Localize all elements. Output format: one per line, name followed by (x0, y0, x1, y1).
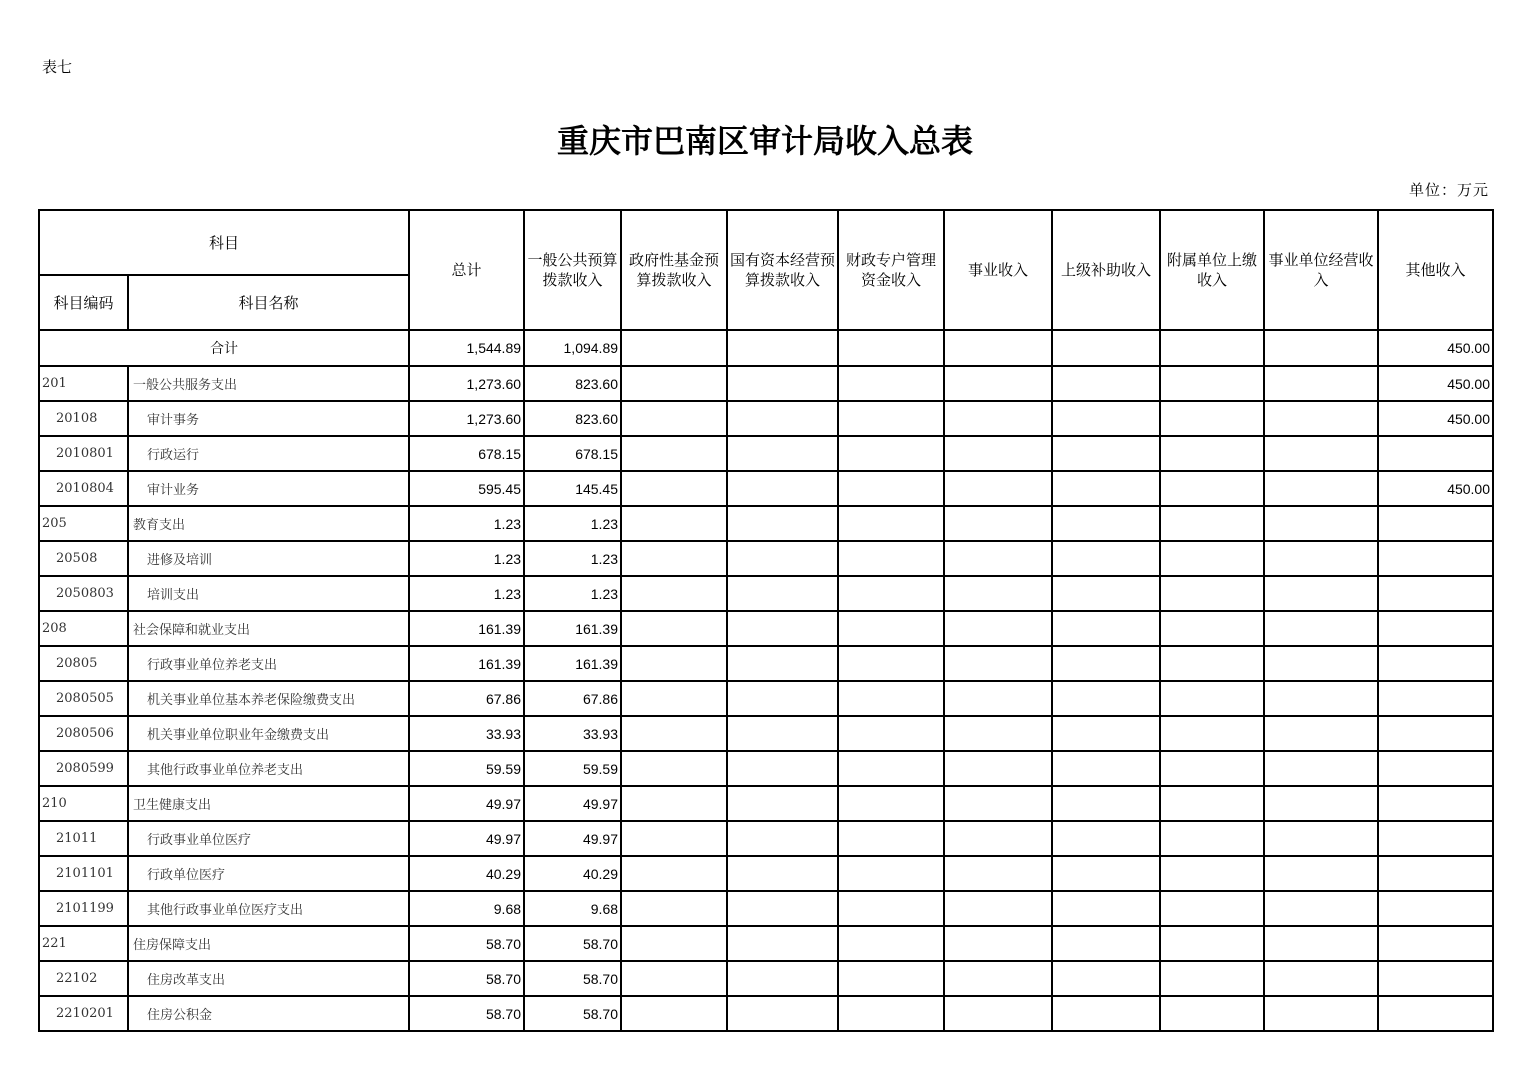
amount-cell (838, 716, 944, 751)
amount-cell: 678.15 (409, 436, 524, 471)
table-row (39, 926, 1493, 961)
subject-name-cell: 住房改革支出 (128, 961, 409, 996)
header-subject: 科目 (39, 210, 409, 275)
amount-cell (1264, 576, 1378, 611)
amount-cell (1264, 786, 1378, 821)
total-cell (838, 330, 944, 366)
income-summary-table (38, 209, 1494, 1032)
amount-cell: 678.15 (524, 436, 621, 471)
amount-cell (621, 821, 727, 856)
subject-name-cell: 审计业务 (128, 471, 409, 506)
amount-cell (621, 506, 727, 541)
amount-cell (838, 681, 944, 716)
header-col-other-income: 其他收入 (1378, 210, 1493, 330)
amount-cell (1378, 891, 1493, 926)
amount-cell (1160, 576, 1264, 611)
subject-code-cell: 2050803 (39, 576, 128, 611)
amount-cell (1160, 961, 1264, 996)
table-body (39, 330, 1493, 1031)
amount-cell (727, 961, 838, 996)
amount-cell (1264, 891, 1378, 926)
total-cell (944, 330, 1052, 366)
amount-cell (838, 891, 944, 926)
table-row (39, 506, 1493, 541)
amount-cell (838, 401, 944, 436)
subject-name-cell: 机关事业单位基本养老保险缴费支出 (128, 681, 409, 716)
amount-cell (1052, 856, 1160, 891)
amount-cell (1378, 856, 1493, 891)
amount-cell (727, 891, 838, 926)
amount-cell: 58.70 (524, 961, 621, 996)
total-cell: 450.00 (1378, 330, 1493, 366)
table-row (39, 996, 1493, 1031)
amount-cell (621, 471, 727, 506)
amount-cell (838, 576, 944, 611)
subject-code-cell: 210 (39, 786, 128, 821)
amount-cell (944, 576, 1052, 611)
table-row (39, 716, 1493, 751)
subject-name-cell: 一般公共服务支出 (128, 366, 409, 401)
subject-code-cell: 201 (39, 366, 128, 401)
table-row (39, 751, 1493, 786)
amount-cell (838, 646, 944, 681)
subject-name-cell: 行政事业单位医疗 (128, 821, 409, 856)
amount-cell (1264, 996, 1378, 1031)
amount-cell (1052, 751, 1160, 786)
amount-cell (944, 471, 1052, 506)
total-cell: 1,544.89 (409, 330, 524, 366)
amount-cell: 58.70 (524, 996, 621, 1031)
amount-cell: 33.93 (409, 716, 524, 751)
amount-cell (727, 506, 838, 541)
amount-cell: 49.97 (524, 821, 621, 856)
amount-cell (1160, 436, 1264, 471)
amount-cell: 9.68 (409, 891, 524, 926)
subject-code-cell: 2080505 (39, 681, 128, 716)
amount-cell (944, 891, 1052, 926)
amount-cell (1160, 891, 1264, 926)
amount-cell (1264, 716, 1378, 751)
header-row-1 (39, 210, 1493, 275)
amount-cell: 450.00 (1378, 401, 1493, 436)
amount-cell (621, 366, 727, 401)
subject-code-cell: 21011 (39, 821, 128, 856)
amount-cell: 1,273.60 (409, 401, 524, 436)
amount-cell (1378, 576, 1493, 611)
amount-cell (944, 646, 1052, 681)
amount-cell (1052, 646, 1160, 681)
amount-cell (727, 611, 838, 646)
amount-cell: 59.59 (409, 751, 524, 786)
amount-cell (1378, 961, 1493, 996)
header-col-gov-fund: 政府性基金预算拨款收入 (621, 210, 727, 330)
amount-cell (621, 926, 727, 961)
amount-cell (1264, 681, 1378, 716)
total-label: 合计 (39, 330, 409, 366)
amount-cell: 1.23 (409, 541, 524, 576)
amount-cell: 1.23 (524, 506, 621, 541)
subject-name-cell: 行政事业单位养老支出 (128, 646, 409, 681)
amount-cell (1052, 961, 1160, 996)
amount-cell: 161.39 (524, 646, 621, 681)
amount-cell: 161.39 (409, 646, 524, 681)
amount-cell: 9.68 (524, 891, 621, 926)
amount-cell (1264, 961, 1378, 996)
amount-cell (944, 786, 1052, 821)
total-cell (1160, 330, 1264, 366)
subject-name-cell: 教育支出 (128, 506, 409, 541)
amount-cell (1052, 716, 1160, 751)
amount-cell (838, 961, 944, 996)
table-row (39, 681, 1493, 716)
amount-cell (621, 996, 727, 1031)
table-row (39, 401, 1493, 436)
amount-cell (621, 401, 727, 436)
subject-code-cell: 20508 (39, 541, 128, 576)
amount-cell (838, 821, 944, 856)
amount-cell: 161.39 (409, 611, 524, 646)
amount-cell (621, 751, 727, 786)
amount-cell (727, 681, 838, 716)
amount-cell: 1.23 (409, 506, 524, 541)
amount-cell (727, 436, 838, 471)
amount-cell (838, 506, 944, 541)
amount-cell (1160, 821, 1264, 856)
amount-cell (1052, 681, 1160, 716)
amount-cell (1052, 786, 1160, 821)
amount-cell (1378, 436, 1493, 471)
amount-cell: 450.00 (1378, 471, 1493, 506)
amount-cell (944, 506, 1052, 541)
amount-cell (1160, 926, 1264, 961)
subject-name-cell: 培训支出 (128, 576, 409, 611)
amount-cell (1264, 541, 1378, 576)
amount-cell (1264, 611, 1378, 646)
amount-cell (1378, 646, 1493, 681)
table-row (39, 891, 1493, 926)
header-col-affiliated-units: 附属单位上缴收入 (1160, 210, 1264, 330)
total-cell (727, 330, 838, 366)
amount-cell (838, 471, 944, 506)
amount-cell (1264, 436, 1378, 471)
amount-cell (944, 611, 1052, 646)
amount-cell (1378, 786, 1493, 821)
total-row (39, 330, 1493, 366)
subject-code-cell: 221 (39, 926, 128, 961)
amount-cell (1052, 506, 1160, 541)
amount-cell (621, 611, 727, 646)
subject-code-cell: 2010801 (39, 436, 128, 471)
total-cell (1264, 330, 1378, 366)
subject-code-cell: 2101199 (39, 891, 128, 926)
amount-cell (838, 751, 944, 786)
amount-cell (1378, 681, 1493, 716)
amount-cell (944, 961, 1052, 996)
amount-cell (727, 821, 838, 856)
table-row (39, 646, 1493, 681)
amount-cell: 67.86 (524, 681, 621, 716)
amount-cell (838, 366, 944, 401)
amount-cell (1160, 856, 1264, 891)
amount-cell (1160, 401, 1264, 436)
amount-cell (1160, 506, 1264, 541)
amount-cell (838, 611, 944, 646)
amount-cell (1264, 471, 1378, 506)
amount-cell (1378, 506, 1493, 541)
amount-cell (727, 926, 838, 961)
amount-cell (1378, 926, 1493, 961)
amount-cell: 33.93 (524, 716, 621, 751)
amount-cell (1378, 751, 1493, 786)
amount-cell (1378, 996, 1493, 1031)
amount-cell (1160, 366, 1264, 401)
subject-name-cell: 住房保障支出 (128, 926, 409, 961)
amount-cell (727, 856, 838, 891)
amount-cell (621, 541, 727, 576)
subject-code-cell: 205 (39, 506, 128, 541)
amount-cell (838, 436, 944, 471)
amount-cell (1052, 541, 1160, 576)
amount-cell (727, 716, 838, 751)
table-row (39, 541, 1493, 576)
amount-cell (1264, 366, 1378, 401)
subject-code-cell: 20108 (39, 401, 128, 436)
table-row (39, 471, 1493, 506)
subject-name-cell: 行政运行 (128, 436, 409, 471)
total-cell (621, 330, 727, 366)
amount-cell (1160, 716, 1264, 751)
amount-cell (621, 436, 727, 471)
subject-name-cell: 住房公积金 (128, 996, 409, 1031)
subject-code-cell: 2080599 (39, 751, 128, 786)
amount-cell (1160, 646, 1264, 681)
header-subject-code: 科目编码 (39, 275, 128, 330)
header-col-business-income: 事业收入 (944, 210, 1052, 330)
amount-cell (1052, 611, 1160, 646)
header-col-total: 总计 (409, 210, 524, 330)
subject-code-cell: 22102 (39, 961, 128, 996)
amount-cell (838, 926, 944, 961)
amount-cell: 58.70 (409, 926, 524, 961)
amount-cell (1160, 786, 1264, 821)
amount-cell (944, 996, 1052, 1031)
amount-cell (621, 646, 727, 681)
amount-cell: 67.86 (409, 681, 524, 716)
amount-cell (621, 891, 727, 926)
amount-cell (727, 786, 838, 821)
subject-name-cell: 卫生健康支出 (128, 786, 409, 821)
total-cell (1052, 330, 1160, 366)
amount-cell (1264, 506, 1378, 541)
amount-cell: 49.97 (409, 821, 524, 856)
subject-name-cell: 其他行政事业单位养老支出 (128, 751, 409, 786)
amount-cell (1264, 926, 1378, 961)
amount-cell (621, 856, 727, 891)
amount-cell: 58.70 (524, 926, 621, 961)
amount-cell (621, 681, 727, 716)
subject-code-cell: 2080506 (39, 716, 128, 751)
amount-cell: 58.70 (409, 961, 524, 996)
amount-cell: 1.23 (524, 576, 621, 611)
amount-cell: 49.97 (524, 786, 621, 821)
amount-cell: 823.60 (524, 401, 621, 436)
amount-cell (1264, 401, 1378, 436)
amount-cell: 1,273.60 (409, 366, 524, 401)
header-col-general-budget: 一般公共预算拨款收入 (524, 210, 621, 330)
table-row (39, 821, 1493, 856)
amount-cell: 1.23 (524, 541, 621, 576)
amount-cell: 823.60 (524, 366, 621, 401)
amount-cell (1052, 996, 1160, 1031)
amount-cell: 58.70 (409, 996, 524, 1031)
header-col-superior-subsidy: 上级补助收入 (1052, 210, 1160, 330)
table-row (39, 611, 1493, 646)
amount-cell (1378, 611, 1493, 646)
subject-name-cell: 其他行政事业单位医疗支出 (128, 891, 409, 926)
amount-cell: 450.00 (1378, 366, 1493, 401)
table-row (39, 961, 1493, 996)
header-subject-name: 科目名称 (128, 275, 409, 330)
subject-code-cell: 2210201 (39, 996, 128, 1031)
amount-cell (1052, 366, 1160, 401)
amount-cell (1052, 436, 1160, 471)
amount-cell (727, 471, 838, 506)
amount-cell (727, 646, 838, 681)
amount-cell (838, 996, 944, 1031)
amount-cell (727, 366, 838, 401)
amount-cell (1052, 821, 1160, 856)
amount-cell (1160, 471, 1264, 506)
amount-cell: 145.45 (524, 471, 621, 506)
table-row (39, 856, 1493, 891)
amount-cell (1378, 821, 1493, 856)
subject-name-cell: 进修及培训 (128, 541, 409, 576)
amount-cell (621, 961, 727, 996)
amount-cell: 59.59 (524, 751, 621, 786)
unit-label: 单位：万元 (1408, 181, 1489, 199)
header-col-state-capital: 国有资本经营预算拨款收入 (727, 210, 838, 330)
amount-cell (1052, 891, 1160, 926)
amount-cell (944, 436, 1052, 471)
amount-cell (944, 751, 1052, 786)
amount-cell (944, 716, 1052, 751)
table-row (39, 436, 1493, 471)
amount-cell (838, 786, 944, 821)
amount-cell (1378, 541, 1493, 576)
amount-cell (1052, 926, 1160, 961)
subject-name-cell: 行政单位医疗 (128, 856, 409, 891)
amount-cell (1264, 821, 1378, 856)
amount-cell (944, 401, 1052, 436)
table-row (39, 786, 1493, 821)
amount-cell (1160, 541, 1264, 576)
amount-cell: 1.23 (409, 576, 524, 611)
amount-cell (727, 401, 838, 436)
amount-cell (621, 786, 727, 821)
amount-cell (1378, 716, 1493, 751)
total-cell: 1,094.89 (524, 330, 621, 366)
amount-cell (944, 681, 1052, 716)
amount-cell (944, 541, 1052, 576)
page-title: 重庆市巴南区审计局收入总表 (556, 122, 973, 160)
amount-cell: 595.45 (409, 471, 524, 506)
amount-cell (727, 996, 838, 1031)
amount-cell (1160, 611, 1264, 646)
amount-cell (838, 541, 944, 576)
subject-name-cell: 社会保障和就业支出 (128, 611, 409, 646)
header-col-special-account: 财政专户管理资金收入 (838, 210, 944, 330)
amount-cell (944, 856, 1052, 891)
subject-name-cell: 审计事务 (128, 401, 409, 436)
table-row (39, 576, 1493, 611)
amount-cell (1052, 576, 1160, 611)
amount-cell (727, 576, 838, 611)
subject-code-cell: 2010804 (39, 471, 128, 506)
subject-name-cell: 机关事业单位职业年金缴费支出 (128, 716, 409, 751)
header-col-operating-income: 事业单位经营收入 (1264, 210, 1378, 330)
amount-cell (1264, 751, 1378, 786)
amount-cell (1160, 681, 1264, 716)
amount-cell: 40.29 (524, 856, 621, 891)
subject-code-cell: 20805 (39, 646, 128, 681)
amount-cell (621, 716, 727, 751)
amount-cell: 161.39 (524, 611, 621, 646)
table-row (39, 366, 1493, 401)
amount-cell (1264, 856, 1378, 891)
amount-cell (1264, 646, 1378, 681)
subject-code-cell: 2101101 (39, 856, 128, 891)
table-number-label: 表七 (42, 58, 73, 76)
amount-cell: 49.97 (409, 786, 524, 821)
amount-cell (1052, 401, 1160, 436)
amount-cell (727, 751, 838, 786)
subject-code-cell: 208 (39, 611, 128, 646)
amount-cell (1160, 996, 1264, 1031)
amount-cell (1052, 471, 1160, 506)
amount-cell (944, 366, 1052, 401)
amount-cell: 40.29 (409, 856, 524, 891)
amount-cell (944, 926, 1052, 961)
amount-cell (621, 576, 727, 611)
amount-cell (944, 821, 1052, 856)
amount-cell (727, 541, 838, 576)
amount-cell (1160, 751, 1264, 786)
amount-cell (838, 856, 944, 891)
